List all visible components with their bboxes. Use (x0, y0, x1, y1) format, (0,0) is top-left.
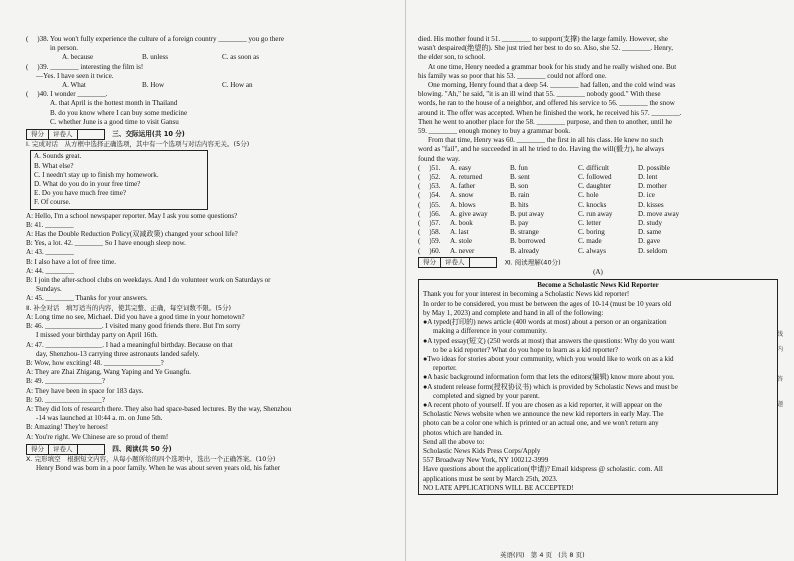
ad-line: ●Two ideas for stories about your community, which you would like to work on as a kid (423, 354, 674, 363)
dialog2-line[interactable]: A: 47. ________________. I had a meaningful birthday. Because on that (26, 340, 233, 349)
score-box (26, 444, 105, 455)
choice-d[interactable]: D. mother (638, 182, 667, 191)
choice-number: ( )52. (418, 173, 441, 182)
passage-line: word as "fail", and he succeeded in all he tried to do. Having the will(毅力), he always (418, 145, 665, 154)
ad-line: Thank you for your interest in becoming a Scholastic News kid reporter! (423, 290, 630, 299)
ad-box (418, 279, 778, 495)
score-label: 得分 (419, 258, 441, 267)
cloze-instruction: Ⅹ. 完形填空 根据短文内容，从每小题所给的四个选项中，选出一个正确答案。(10分) (26, 454, 276, 463)
choice-c[interactable]: C. difficult (578, 163, 610, 172)
choice-b[interactable]: B. already (510, 246, 540, 255)
score-box (26, 129, 105, 140)
score-label: 得分 (27, 130, 49, 139)
choice-b[interactable]: B. hits (510, 200, 529, 209)
dialog1-line: B: I join the after-school clubs on weekdays. And I do volunteer work on Saturdays or (26, 276, 271, 285)
section4-title: 四、阅读(共 50 分) (112, 444, 172, 453)
choice-number: ( )56. (418, 209, 441, 218)
choice-number: ( )59. (418, 237, 441, 246)
choice-c[interactable]: C. always (578, 246, 606, 255)
score-label: 得分 (27, 445, 49, 454)
choice-d[interactable]: D. study (638, 219, 663, 228)
ad-line: NO LATE APPLICATIONS WILL BE ACCEPTED! (423, 483, 574, 492)
dialog1-line[interactable]: A: 43. ________ (26, 248, 74, 257)
ad-line: Scholastic News Kids Press Corps/Apply (423, 446, 541, 455)
dialog2-line[interactable]: B: 50. ________________? (26, 395, 106, 404)
choice-row (418, 210, 778, 219)
ad-line: In order to be considered, you must be between the ages of 10-14 (must be 10 years old (423, 299, 672, 308)
choice-row (418, 191, 778, 200)
dialog2-line[interactable]: B: Wow, how exciting! 48. ________________? (26, 358, 164, 367)
dialog2-line: A: They have been in space for 183 days. (26, 386, 144, 395)
q39-stem: ( )39. ________ interesting the film is! (26, 62, 144, 71)
q40-option-b[interactable]: B. do you know where I can buy some medicine (50, 108, 188, 117)
ad-line: making a difference in your community. (433, 327, 548, 336)
ad-line: Scholastic News website when we announce the new kid reporters in early May. The (423, 410, 664, 419)
choice-d[interactable]: D. seldom (638, 246, 668, 255)
q39-option-b[interactable]: B. How (142, 81, 165, 90)
ad-title: Become a Scholastic News Kid Reporter (537, 281, 659, 290)
passage-line: Then he went to another place for the 58. ________ purpose, and then to another, until he (418, 117, 673, 126)
choice-number: ( )54. (418, 191, 441, 200)
ad-line: reporter. (433, 364, 457, 373)
dialog1-line: B: I also have a lot of free time. (26, 257, 117, 266)
choice-b[interactable]: B. strange (510, 228, 539, 237)
ad-line: by May 1, 2023) and complete and hand in all of the following: (423, 308, 604, 317)
ad-line: applications must be sent by March 25th, 2023. (423, 474, 558, 483)
choice-row (418, 228, 778, 237)
score-box (418, 257, 497, 268)
choice-a[interactable]: A. last (450, 228, 469, 237)
q39-option-a[interactable]: A. What (62, 81, 86, 90)
ad-line: photo can be a color one which is printed or an actual one, and we won't return any (423, 419, 659, 428)
choice-a[interactable]: A. returned (450, 173, 483, 182)
choice-number: ( )55. (418, 200, 441, 209)
ad-line: ●A basic background information form that lets the editors(编辑) know more about you. (423, 373, 675, 382)
box-option-e: E. Do you have much free time? (34, 189, 126, 198)
choice-a[interactable]: A. blows (450, 200, 476, 209)
choice-d[interactable]: D. gave (638, 237, 661, 246)
passage-line: blowing. "Ah," he said, "it is an ill wind that 55. ________ nobody good." With these (418, 90, 661, 99)
choice-row (418, 201, 778, 210)
ad-line: ●A typed(打印的) news article (400 words at most) about a person or an organization (423, 318, 667, 327)
binding-margin-mark: 内 (777, 346, 784, 353)
q39-cont: —Yes. I have seen it twice. (36, 71, 114, 80)
score-blank (78, 445, 104, 454)
ad-line: 557 Broadway New York, NY 100212-3999 (423, 456, 549, 465)
dialog2-line[interactable]: B: 46. ________________. I visited many good friends there. But I'm sorry (26, 322, 241, 331)
choice-b[interactable]: B. pay (510, 219, 529, 228)
section3-header (26, 129, 394, 140)
binding-margin-mark: 线 (777, 331, 784, 338)
choice-d[interactable]: D. possible (638, 163, 670, 172)
left-column (26, 35, 394, 555)
choice-a[interactable]: A. easy (450, 163, 472, 172)
q38-option-b[interactable]: B. unless (142, 53, 169, 62)
ad-line: Have questions about the application(申请)? Email kidspress @ scholastic. com. All (423, 465, 663, 474)
footer-total: (共 8 页) (558, 551, 585, 559)
passage-line: From that time, Henry was 60. ________ the first in all his class. He knew no such (428, 136, 664, 145)
choice-number: ( )60. (418, 246, 441, 255)
binding-margin-mark: 题 (777, 401, 784, 408)
dialog1-line: A: Hello, I'm a school newspaper reporter. May I ask you some questions? (26, 211, 238, 220)
ad-line: ●A recent photo of yourself. If you are chosen as a kid reporter, it will appear on the (423, 400, 662, 409)
choice-row (418, 247, 778, 256)
dialog2-line: A: They are Zhai Zhigang, Wang Yaping and Ye Guangfu. (26, 368, 191, 377)
choice-c[interactable]: C. daughter (578, 182, 612, 191)
choice-c[interactable]: C. boring (578, 228, 605, 237)
dialog1-line[interactable]: B: Yes, a lot. 42. ________ So I have enough sleep now. (26, 239, 186, 248)
binding-margin-mark: 答 (777, 376, 784, 383)
ad-line: Send all the above to: (423, 437, 485, 446)
right-column (418, 35, 778, 545)
choice-number: ( )58. (418, 228, 441, 237)
choice-row (418, 173, 778, 182)
passage-line: around it. The offer was accepted. When he finished the work, he received his 57. ________. (418, 108, 682, 117)
q40-option-a[interactable]: A. that April is the hottest month in Thailand (50, 99, 178, 108)
choice-a[interactable]: A. father (450, 182, 476, 191)
choice-number: ( )53. (418, 182, 441, 191)
box-option-c: C. I needn't stay up to finish my homework. (34, 170, 159, 179)
passage-line: found the way. (418, 154, 460, 163)
choice-c[interactable]: C. followed (578, 173, 612, 182)
box-option-a: A. Sounds great. (34, 152, 82, 161)
choice-row (418, 182, 778, 191)
dialog2-line: A: They did lots of research there. They also had space-based lectures. By the way, Shenzhou (26, 404, 292, 413)
q39-options (26, 81, 394, 90)
choice-a[interactable]: A. book (450, 219, 473, 228)
dialog2-line: -14 was launched at 10:44 a. m. on June 5th. (36, 414, 163, 423)
passage-line: At one time, Henry needed a grammar book for his study and he really wished one. But (428, 62, 677, 71)
choice-row (418, 219, 778, 228)
passage-line: One morning, Henry found that a deep 54. ________ had fallen, and the cold wind was (428, 81, 676, 90)
box-option-b: B. What else? (34, 161, 74, 170)
passage-line: the elder son, to school. (418, 53, 486, 62)
cloze-passage-start: Henry Bond was born in a poor family. When he was about seven years old, his father (36, 464, 281, 473)
dialog2-line: day, Shenzhou-13 carrying three astronauts landed safely. (36, 349, 200, 358)
partA-instruction: Ⅰ. 完成对话 从方框中选择正确选项，其中有一个选项与对话内容无关。(5分) (26, 140, 250, 149)
passage-line: wasn't despaired(绝望的). She just tried her best to do so. Also, she 52. ________. Henry, (418, 44, 673, 53)
section4-header (26, 444, 394, 455)
choice-number: ( )51. (418, 163, 441, 172)
cloze-choices (418, 164, 778, 256)
reading-instruction: Ⅺ. 阅读理解(40分) (504, 258, 561, 267)
page-seam (405, 0, 406, 561)
choice-b[interactable]: B. son (510, 182, 529, 191)
choice-d[interactable]: D. ice (638, 191, 655, 200)
passage-line: words, he ran to the house of a neighbor, and offered his service to 56. ________ the snow (418, 99, 675, 108)
choice-c[interactable]: C. made (578, 237, 602, 246)
dialog2-line: I missed your birthday party on April 16th. (36, 331, 158, 340)
choice-d[interactable]: D. kisses (638, 200, 664, 209)
choice-a[interactable]: A. stole (450, 237, 473, 246)
grader-label: 评卷人 (441, 258, 470, 267)
page-footer (500, 551, 585, 560)
options-box (30, 150, 208, 209)
dialog1-line[interactable]: A: 44. ________ (26, 266, 74, 275)
passage-line: his family was so poor that his 53. ________ could not afford one. (418, 71, 607, 80)
choice-a[interactable]: A. never (450, 246, 475, 255)
footer-page: 第 4 页 (530, 551, 553, 559)
ad-line: completed and signed by your parent. (433, 391, 540, 400)
choice-d[interactable]: D. same (638, 228, 662, 237)
choice-number: ( )57. (418, 219, 441, 228)
choice-d[interactable]: D. move away (638, 209, 680, 218)
dialog1-line[interactable]: A: 45. ________ Thanks for your answers. (26, 294, 148, 303)
choice-c[interactable]: C. letter (578, 219, 601, 228)
q40-stem: ( )40. I wonder ________. (26, 90, 108, 99)
q38-option-a[interactable]: A. because (62, 53, 94, 62)
dialog1-line: Sundays. (36, 285, 62, 294)
q38-stem: ( )38. You won't fully experience the culture of a foreign country ________ you go there (26, 35, 284, 43)
dialog2-line[interactable]: B: 49. ________________? (26, 377, 106, 386)
choice-d[interactable]: D. lent (638, 173, 658, 182)
footer-subject: 英语(四) (500, 551, 525, 559)
choice-b[interactable]: B. put away (510, 209, 545, 218)
ad-line: to be a kid reporter? What do you hope to learn as a kid reporter? (433, 345, 619, 354)
choice-row (418, 237, 778, 246)
choice-b[interactable]: B. borrowed (510, 237, 546, 246)
dialog2-line: B: Amazing! They're heroes! (26, 423, 109, 432)
section3-title: 三、交际运用(共 10 分) (112, 130, 185, 139)
choice-a[interactable]: A. give away (450, 209, 488, 218)
ad-line: ●A student release form(授权协议书) which is provided by Scholastic News and must be (423, 382, 678, 391)
choice-a[interactable]: A. snow (450, 191, 474, 200)
grader-label: 评卷人 (49, 445, 78, 454)
passage-a-label: (A) (593, 268, 603, 277)
q39-option-c[interactable]: C. How an (222, 81, 253, 90)
q38-options (26, 53, 394, 62)
choice-b[interactable]: B. fun (510, 163, 528, 172)
q40-option-c[interactable]: C. whether June is a good time to visit Gansu (50, 117, 179, 126)
choice-b[interactable]: B. rain (510, 191, 530, 200)
score-blank (470, 258, 496, 267)
dialog1-line[interactable]: B: 41. ________ (26, 220, 74, 229)
reading-header (418, 257, 778, 268)
score-blank (78, 130, 104, 139)
box-option-d: D. What do you do in your free time? (34, 180, 141, 189)
choice-c[interactable]: C. knocks (578, 200, 607, 209)
choice-b[interactable]: B. sent (510, 173, 530, 182)
passage-line: died. His mother found it 51. ________ to support(支撑) the large family. However, she (418, 35, 668, 43)
passage-line: 59. ________ enough money to buy a grammar book. (418, 127, 571, 136)
ad-line: photos which are handed in. (423, 428, 503, 437)
choice-c[interactable]: C. hole (578, 191, 599, 200)
dialog2-line: A: You're right. We Chinese are so proud of them! (26, 432, 169, 441)
choice-row (418, 164, 778, 173)
dialog1-line: A: Has the Double Reduction Policy(双减政策) changed your school life? (26, 230, 238, 239)
q38-cont: in person. (50, 44, 78, 53)
partB-instruction: Ⅱ. 补全对话 填写适当的内容，使其完整、正确，每空词数不限。(5分) (26, 303, 232, 312)
dialog2-line: A: Long time no see, Michael. Did you have a good time in your hometown? (26, 312, 245, 321)
choice-c[interactable]: C. run away (578, 209, 613, 218)
q38-option-c[interactable]: C. as soon as (222, 53, 260, 62)
box-option-f: F. Of course. (34, 198, 71, 207)
ad-line: ●A typed essay(短文) (250 words at most) that answers the questions: Why do you want (423, 336, 675, 345)
grader-label: 评卷人 (49, 130, 78, 139)
